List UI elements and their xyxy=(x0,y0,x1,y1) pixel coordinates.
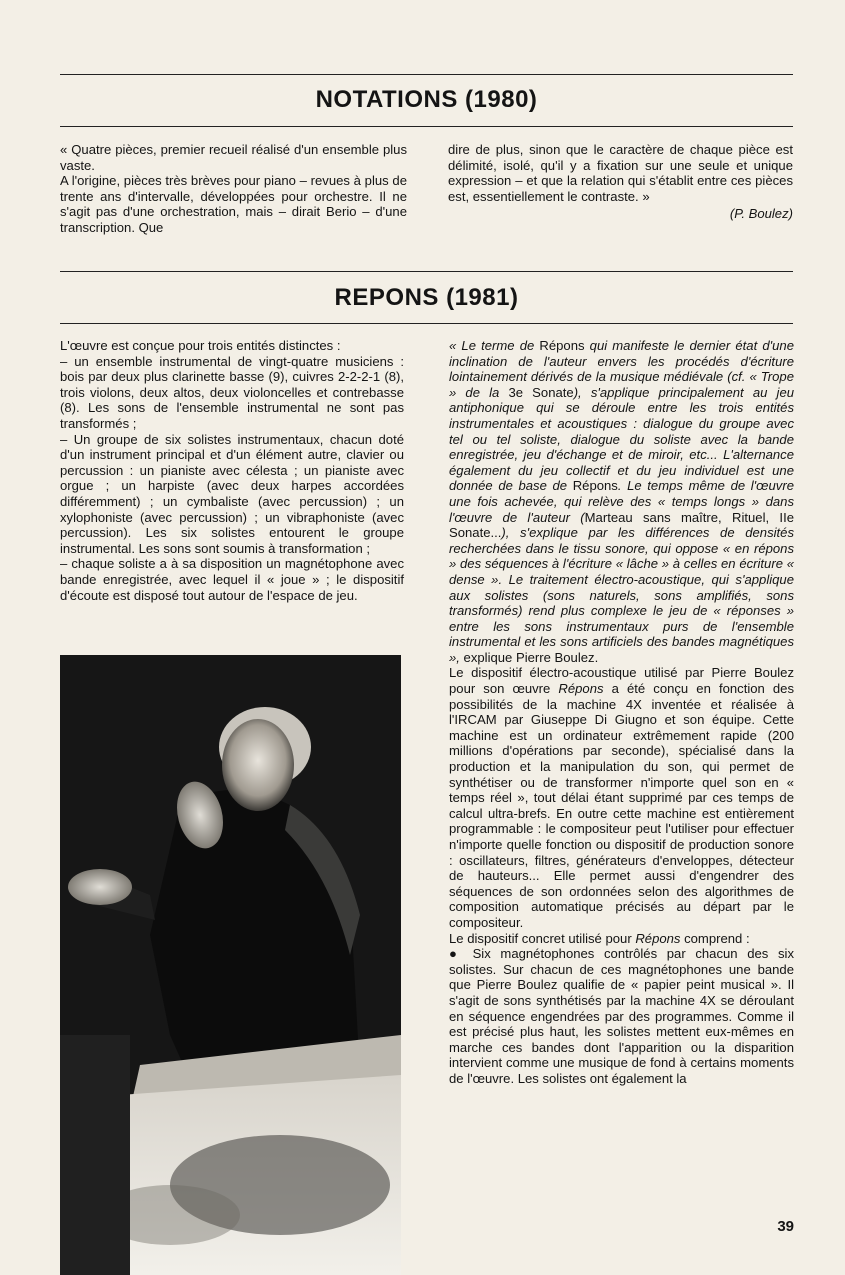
repons-title: REPONS (1981) xyxy=(334,284,519,311)
repons-top-rule xyxy=(60,271,793,272)
conductor-photo xyxy=(60,655,401,1275)
page-number: 39 xyxy=(777,1218,794,1235)
paragraph xyxy=(449,338,794,665)
paragraph: – chaque soliste a à sa disposition un magnétophone avec bande enregistrée, avec lequel il « joue » ; le dispositif d'écoute est disposé tout autour de l'espace de jeu. xyxy=(60,556,404,603)
paragraph: L'œuvre est conçue pour trois entités distinctes : xyxy=(60,338,341,353)
notations-title: NOTATIONS (1980) xyxy=(315,86,538,113)
text: a été conçu en fonction des possibilités de la machine 4X inventée et réalisée à l'IRCAM par Giuseppe Di Giugno et son équipe. Cette machine est un ordinateur extrêmement rapide (200 millions d'opérations par seconde), spécialisé dans la production et la manipulation du son, qui permet de synthétiser ou de transformer n'importe quel son en « temps réel », tout délai étant supprimé par ces temps de calcul ultra-brefs. En outre cette machine est entièrement programmable : le compositeur peut l'utiliser pour effectuer n'importe quelle fonction ou dispositif de production sonore : oscillateurs, filtres, générateurs d'enveloppes, détecteur de hauteurs... Elle permet aussi d'engendrer des séquences de son ordonnées selon des algorithmes de composition automatique précisés au départ par le compositeur. xyxy=(449,681,795,930)
paragraph xyxy=(449,665,794,930)
text: ), s'applique principalement au jeu antiphonique qui se déroule entre les trois entités instrumentales et acoustiques : dialogue du groupe avec tel ou tel soliste, dialogue du soliste avec la bande enregistrée, jeu d'échange et de miroir, etc... L'alternance également du jeu collectif et du jeu individuel est une donnée de base de xyxy=(449,384,795,494)
text: qui manifeste le dernier état d'une inclination de l'auteur envers les procédés d'écriture lointainement dérivés de la musique médiévale (cf. « Trope » de la xyxy=(449,338,794,400)
text: . Le temps même de l'œuvre une fois achevée, qui relève des « temps longs » dans l'œuvre de l'auteur ( xyxy=(449,478,794,525)
credit: (P. Boulez) xyxy=(729,206,793,222)
paragraph: – un ensemble instrumental de vingt-quatre musiciens : bois par deux plus clarinette basse (9), cuivres 2-2-2-1 (8), trois violons, deux altos, deux violoncelles et contrebasse (8). Les sons de l'ensemble instrumental ne sont pas transformés ; xyxy=(60,353,404,431)
paragraph: ● Six magnétophones contrôlés par chacun des six solistes. Sur chacun de ces magnétophones une bande que Pierre Boulez qualifie de « papier peint musical ». Il s'agit de sons synthétisés par la machine 4X se déroulant en séquence engendrées par des programmes. Comme il est précisé plus haut, les solistes mettent eux-mêmes en marche ces bandes dont l'apparition ou la disparition intervient comme une musique de fond à certains moments de l'œuvre. Les solistes ont également la xyxy=(449,946,794,1086)
notations-title-rule xyxy=(60,126,793,127)
conductor-photo-image xyxy=(60,655,401,1275)
repons-title-rule xyxy=(60,323,793,324)
paragraph: « Quatre pièces, premier recueil réalisé d'un ensemble plus vaste. xyxy=(60,142,407,173)
text: « Le terme de xyxy=(449,338,540,353)
paragraph: – Un groupe de six solistes instrumentaux, chacun doté d'un instrument principal et d'un élément autre, clavier ou percussion : un pianiste avec célesta ; un pianiste avec orgue ; un harpiste (avec deux harpes accordées différemment) ; un cymbaliste (avec percussion) ; un xylophoniste (avec percussion) ; un vibraphoniste (avec percussion). Les six solistes entourent le groupe instrumental. Les sons sont soumis à transformation ; xyxy=(60,431,404,556)
text: Le dispositif concret utilisé pour xyxy=(449,930,636,946)
paragraph xyxy=(449,931,794,947)
paragraph: A l'origine, pièces très brèves pour piano – revues à plus de trente ans d'intervalle, développées pour orchestre. Il ne s'agit pas d'une orchestration, mais – dirait Berio – d'une transcription. Que xyxy=(60,173,407,235)
text: Répons xyxy=(539,338,585,353)
text: comprend : xyxy=(680,930,750,946)
text: ), s'explique par les différences de densités recherchées dans le tissu sonore, qui oppose « en répons » des séquences à l'écriture « lâche » à celles en écriture « dense ». Le traitement électro-acoustique, qui s'applique aux solistes (sons naturels, sons amplifiés, sons transformés) rend plus complexe le jeu de « réponses » entre les sons instrumentaux purs de l'ensemble instrumental et les sons artificiels des bandes magnétiques », xyxy=(449,525,794,665)
text: Répons xyxy=(558,681,604,697)
notations-left-column xyxy=(60,142,407,236)
text: Le dispositif électro-acoustique utilisé par Pierre Boulez pour son œuvre xyxy=(449,665,794,697)
text: Marteau sans maître, Rituel, IIe Sonate... xyxy=(449,509,794,541)
text: explique Pierre Boulez. xyxy=(459,649,599,665)
text: Répons xyxy=(572,478,618,494)
notations-right-column xyxy=(448,142,793,222)
paragraph: dire de plus, sinon que le caractère de chaque pièce est délimité, isolé, qu'il y a fixation sur une seule et unique expression – et que la relation qui s'établit entre ces pièces est, essentiellement le contraste. » xyxy=(448,142,793,204)
repons-right-column xyxy=(449,338,794,1087)
top-rule xyxy=(60,74,793,75)
repons-left-column xyxy=(60,338,404,603)
text: Répons xyxy=(635,930,681,946)
text: 3e Sonate xyxy=(508,384,574,400)
